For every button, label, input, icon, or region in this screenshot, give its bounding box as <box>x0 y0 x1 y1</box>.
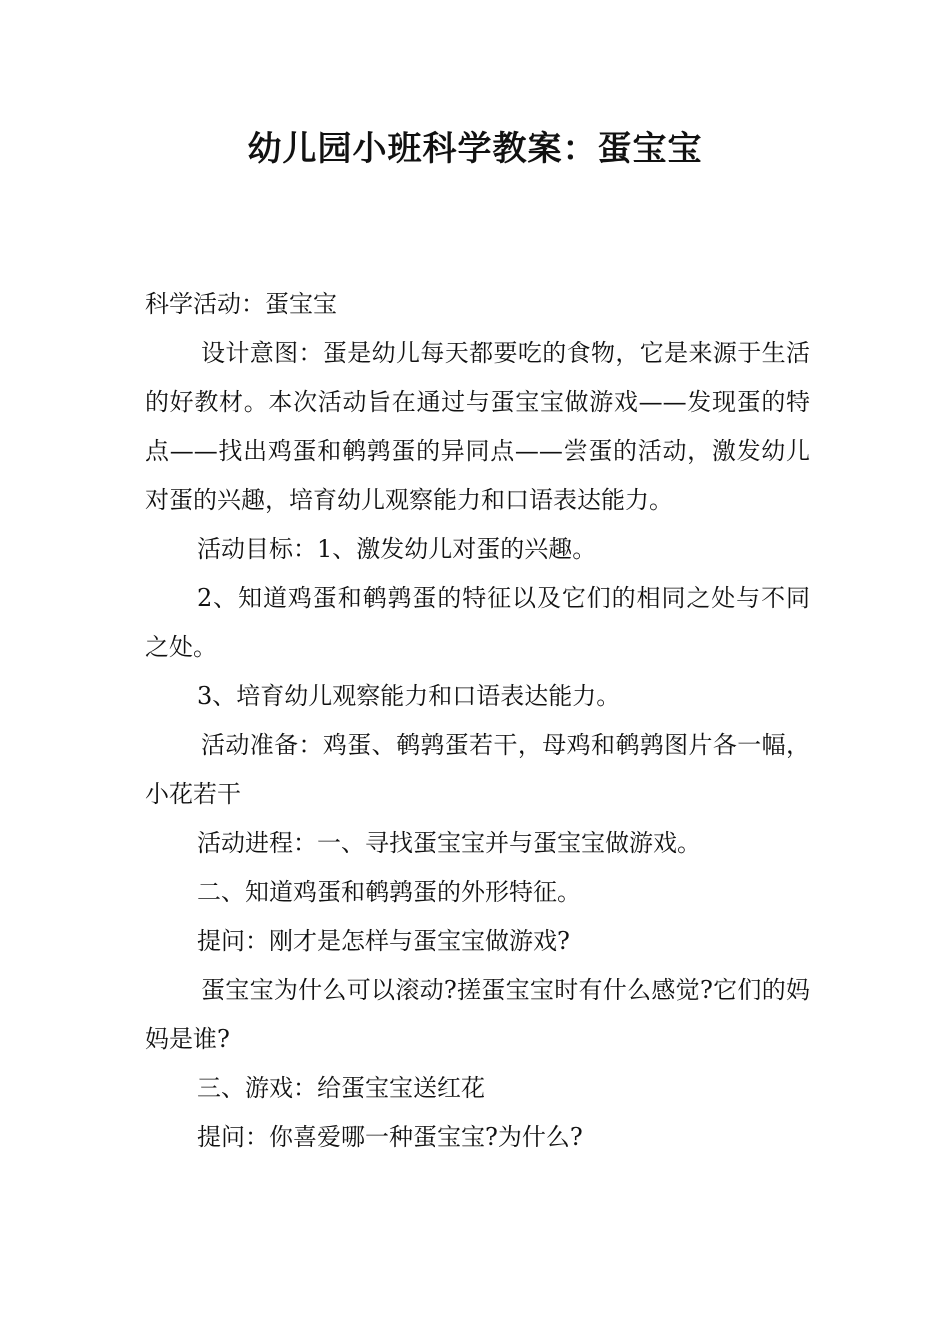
document-title: 幼儿园小班科学教案：蛋宝宝 <box>247 129 703 169</box>
paragraph-preparation: 活动准备：鸡蛋、鹌鹑蛋若干，母鸡和鹌鹑图片各一幅，小花若干 <box>145 731 810 808</box>
paragraph-process-1: 活动进程：一、寻找蛋宝宝并与蛋宝宝做游戏。 <box>197 829 701 857</box>
paragraph-question-3: 提问：你喜爱哪一种蛋宝宝?为什么? <box>197 1123 583 1151</box>
paragraph-design-intent: 设计意图：蛋是幼儿每天都要吃的食物，它是来源于生活的好教材。本次活动旨在通过与蛋宝宝做游戏——发现蛋的特点——找出鸡蛋和鹌鹑蛋的异同点——尝蛋的活动，激发幼儿对蛋的兴趣，培育幼儿观察能力和口语表达能力。 <box>145 339 810 514</box>
paragraph-question-1: 提问：刚才是怎样与蛋宝宝做游戏? <box>197 927 570 955</box>
paragraph-goal-1: 活动目标：1、激发幼儿对蛋的兴趣。 <box>197 535 597 563</box>
paragraph-question-2: 蛋宝宝为什么可以滚动?搓蛋宝宝时有什么感觉?它们的妈妈是谁? <box>145 976 810 1053</box>
paragraph-process-2: 二、知道鸡蛋和鹌鹑蛋的外形特征。 <box>197 878 581 906</box>
paragraph-activity-name: 科学活动：蛋宝宝 <box>145 290 337 318</box>
paragraph-goal-2: 2、知道鸡蛋和鹌鹑蛋的特征以及它们的相同之处与不同之处。 <box>145 584 810 661</box>
paragraph-process-3: 三、游戏：给蛋宝宝送红花 <box>197 1074 485 1102</box>
paragraph-goal-3: 3、培育幼儿观察能力和口语表达能力。 <box>197 682 621 710</box>
document-body <box>145 278 810 1162</box>
